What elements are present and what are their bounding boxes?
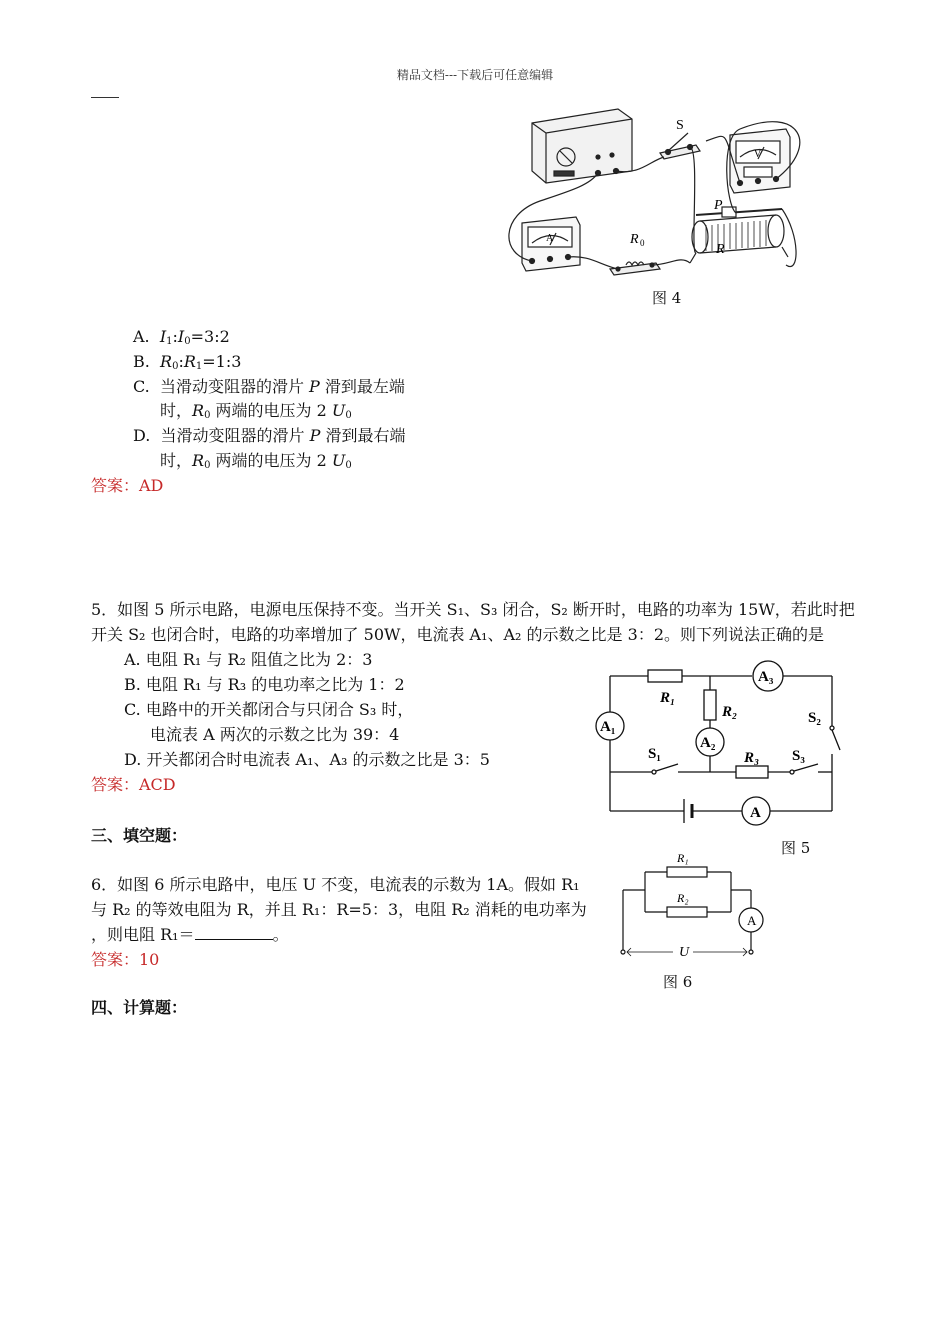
q6-stem-line2: 与 R₂ 的等效电阻为 R，并且 R₁：R=5：3，电阻 R₂ 消耗的电功率为	[91, 900, 587, 919]
fig5-label-a3: A₃	[758, 669, 774, 685]
q4-option-c: C. 当滑动变阻器的滑片 P 滑到最左端	[133, 377, 405, 396]
figure-6-circuit	[615, 846, 775, 966]
q4-option-d-line2: 时，$R_0$ 两端的电压为 2 $U_0$	[160, 451, 352, 471]
fig5-label-s2: S₂	[808, 710, 821, 726]
q5-option-b: B. 电阻 R₁ 与 R₃ 的电功率之比为 1：2	[124, 675, 405, 694]
section-4-heading: 四、计算题：	[91, 998, 188, 1017]
q4-option-a: A. $I_1:I_0=3:2$	[133, 327, 230, 347]
figure-5-circuit	[590, 656, 850, 836]
q6-stem-line3: ，则电阻 R₁＝ 。	[91, 925, 289, 944]
fig5-label-s1: S₁	[648, 746, 661, 762]
q4-option-c-line2: 时，$R_0$ 两端的电压为 2 $U_0$	[160, 401, 352, 421]
fig5-label-a: A	[750, 805, 761, 821]
q6-stem-line1: 6．如图 6 所示电路中，电压 U 不变，电流表的示数为 1A。假如 R₁	[91, 875, 580, 894]
q4-option-b: B. $R_0:R_1=1:3$	[133, 352, 242, 372]
fig5-label-s3: S₃	[792, 748, 805, 764]
section-3-heading: 三、填空题：	[91, 826, 188, 845]
fig6-label-r1: R₁	[677, 851, 689, 865]
q6-answer-blank	[195, 925, 273, 940]
q5-stem-line1: 5．如图 5 所示电路，电源电压保持不变。当开关 S₁、S₃ 闭合，S₂ 断开时，电路的功率为 15W，若此时把	[91, 600, 855, 619]
fig4-label-s: S	[676, 118, 684, 133]
q5-option-c: C. 电路中的开关都闭合与只闭合 S₃ 时，	[124, 700, 414, 719]
fig4-label-r: R	[716, 242, 725, 257]
figure-4-apparatus	[500, 105, 810, 305]
fig5-label-r2: R₂	[722, 704, 738, 720]
fig4-label-r0-sub: 0	[640, 238, 645, 248]
q5-stem-line2: 开关 S₂ 也闭合时，电路的功率增加了 50W，电流表 A₁、A₂ 的示数之比是 3：2。则下列说法正确的是	[91, 625, 824, 644]
fig4-label-p: P	[714, 198, 723, 213]
fig5-label-r3: R₃	[744, 750, 760, 766]
q4-option-d: D. 当滑动变阻器的滑片 P 滑到最右端	[133, 426, 406, 445]
q6-answer: 答案：10	[91, 950, 160, 969]
fig5-label-r1: R₁	[660, 690, 676, 706]
page-header: 精品文档---下载后可任意编辑	[396, 68, 554, 82]
figure-5-caption: 图 5	[781, 839, 811, 857]
q5-option-d: D. 开关都闭合时电流表 A₁、A₃ 的示数之比是 3：5	[124, 750, 490, 769]
fig6-label-r2: R₂	[677, 891, 689, 905]
fig4-label-voltmeter: V	[754, 149, 762, 160]
fig4-label-ammeter: A	[546, 233, 554, 244]
fig6-label-u: U	[679, 945, 690, 960]
q5-answer: 答案：ACD	[91, 775, 176, 794]
fig4-label-r0: R	[630, 232, 639, 247]
q5-option-c-line2: 电流表 A 两次的示数之比为 39：4	[150, 725, 400, 744]
figure-4-caption: 图 4	[652, 289, 682, 307]
fig5-label-a2: A₂	[700, 735, 716, 751]
q5-option-a: A. 电阻 R₁ 与 R₂ 阻值之比为 2：3	[124, 650, 373, 669]
header-rule	[91, 97, 119, 98]
figure-6-caption: 图 6	[663, 973, 693, 991]
fig5-label-a1: A₁	[600, 719, 616, 735]
fig6-label-a: A	[747, 913, 757, 928]
q4-answer: 答案：AD	[91, 476, 164, 495]
